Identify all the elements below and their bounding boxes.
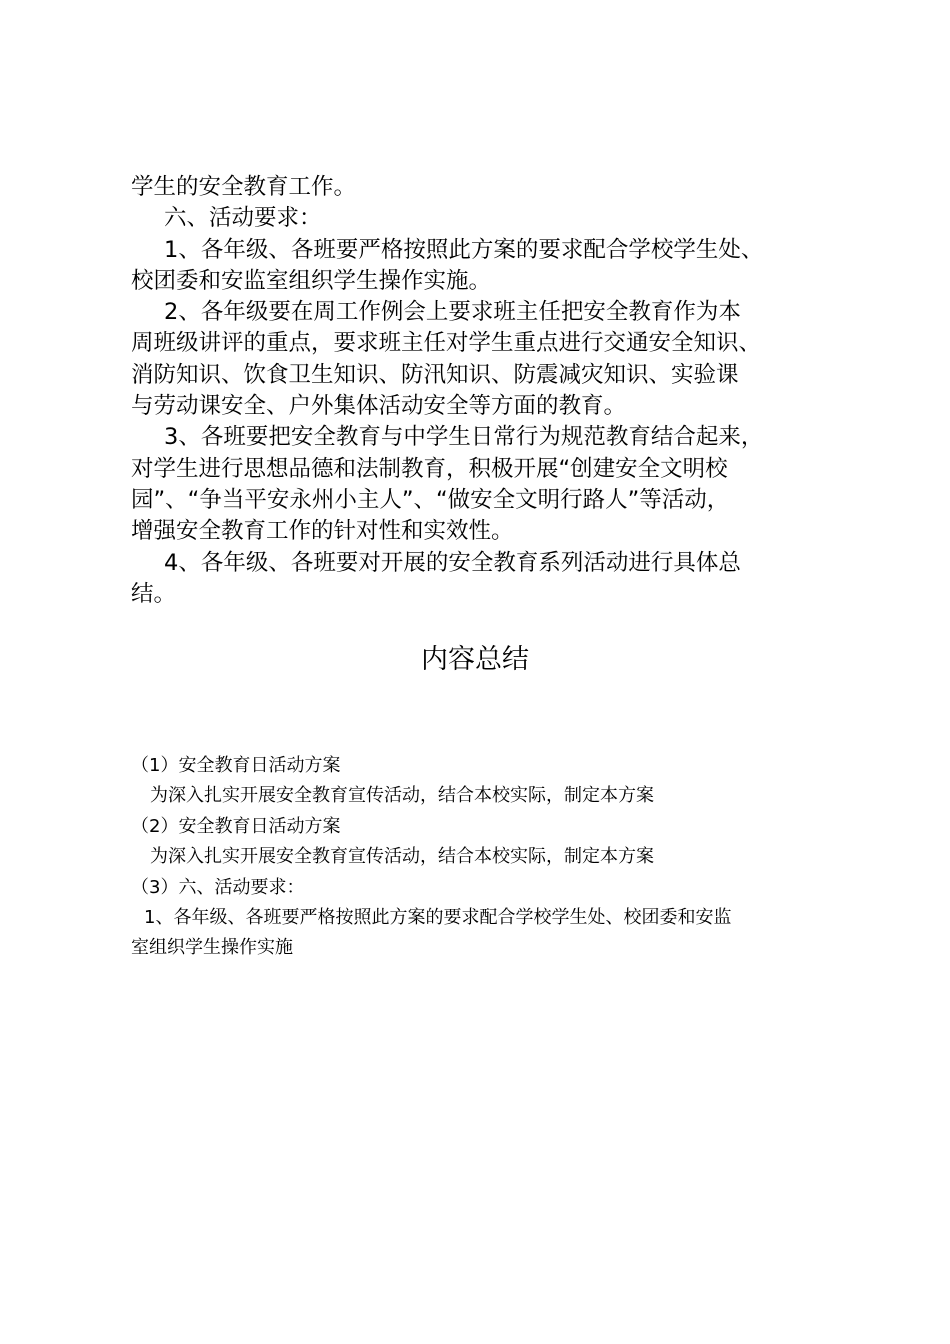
body-line: 对学生进行思想品德和法制教育，积极开展“创建安全文明校	[131, 455, 728, 482]
summary-item-heading: （2）安全教育日活动方案	[131, 815, 341, 837]
body-line: 3、各班要把安全教育与中学生日常行为规范教育结合起来，	[164, 424, 764, 451]
summary-item-text: 为深入扎实开展安全教育宣传活动，结合本校实际，制定本方案	[150, 785, 654, 807]
summary-item-text: 为深入扎实开展安全教育宣传活动，结合本校实际，制定本方案	[150, 846, 654, 868]
body-line: 增强安全教育工作的针对性和实效性。	[131, 518, 514, 545]
body-line: 结。	[131, 580, 177, 607]
summary-item-text: 1、各年级、各班要严格按照此方案的要求配合学校学生处、校团委和安监	[144, 907, 732, 929]
body-line: 校团委和安监室组织学生操作实施。	[131, 267, 492, 294]
body-line: 与劳动课安全、户外集体活动安全等方面的教育。	[131, 393, 627, 420]
summary-title: 内容总结	[421, 644, 529, 675]
summary-item-heading: （3）六、活动要求：	[131, 876, 305, 898]
body-line: 消防知识、饮食卫生知识、防汛知识、防震减灾知识、实验课	[131, 361, 739, 388]
body-text	[131, 172, 841, 610]
body-line: 2、各年级要在周工作例会上要求班主任把安全教育作为本	[164, 299, 741, 326]
body-line: 周班级讲评的重点，要求班主任对学生重点进行交通安全知识、	[131, 330, 762, 357]
section-heading: 六、活动要求：	[164, 205, 322, 232]
summary-list	[131, 751, 841, 964]
summary-item-heading: （1）安全教育日活动方案	[131, 755, 341, 776]
body-line: 1、各年级、各班要严格按照此方案的要求配合学校学生处、	[164, 236, 764, 263]
body-line: 学生的安全教育工作。	[131, 174, 357, 200]
body-line: 4、各年级、各班要对开展的安全教育系列活动进行具体总	[164, 549, 741, 576]
summary-item-text: 室组织学生操作实施	[131, 937, 293, 959]
body-line: 园”、“争当平安永州小主人”、“做安全文明行路人”等活动，	[131, 486, 730, 513]
